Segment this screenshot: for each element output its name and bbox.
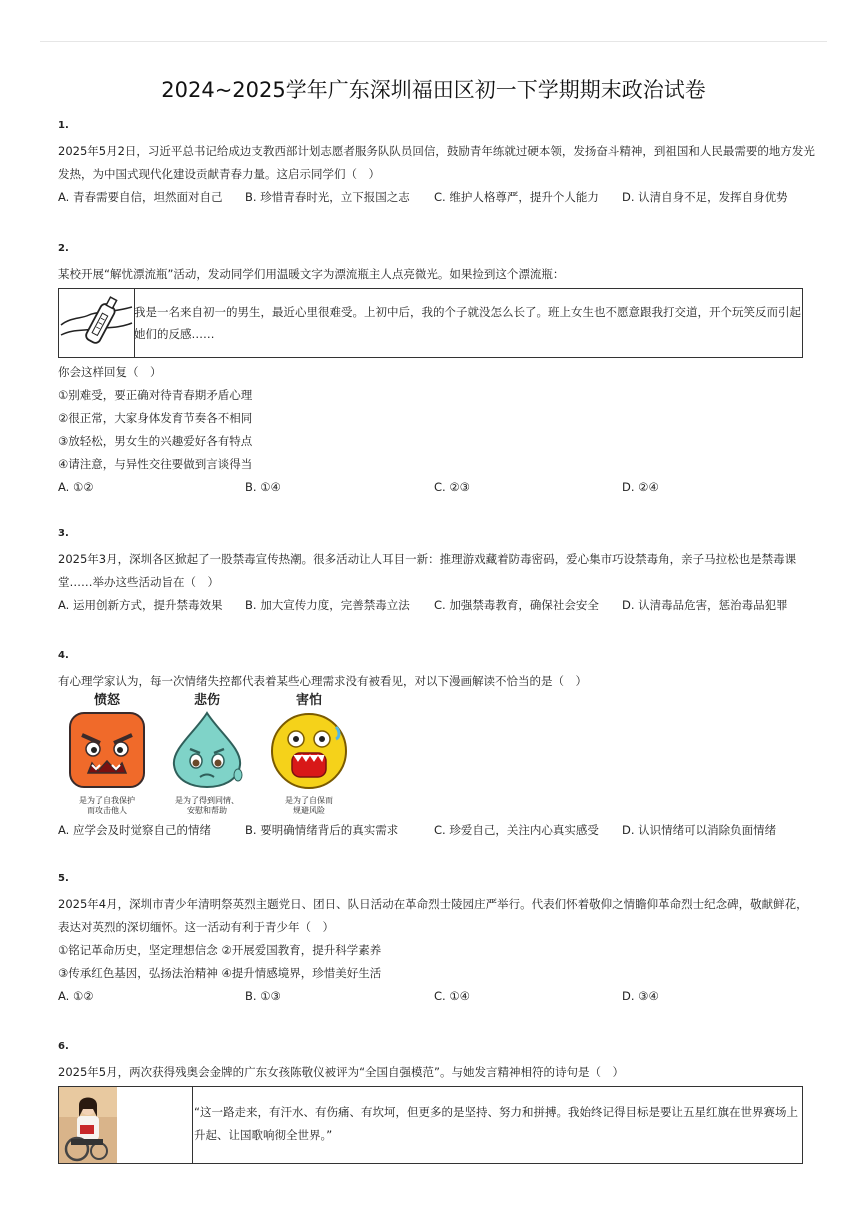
question-number: 4. — [58, 650, 69, 661]
statement-1: ①别难受，要正确对待青春期矛盾心理 — [58, 388, 253, 402]
option-a[interactable]: A. ①② — [58, 480, 94, 494]
header-divider — [40, 41, 827, 42]
option-b[interactable]: B. ①④ — [245, 480, 281, 494]
option-a[interactable]: A. 青春需要自信，坦然面对自己 — [58, 190, 223, 204]
question-1 — [58, 120, 815, 209]
drift-bottle-message: 我是一名来自初一的男生，最近心里很难受。上初中后，我的个子就没怎么长了。班上女生也不愿意跟我打交道，开个玩笑反而引起她们的反感…… — [134, 305, 801, 341]
statement-line: ①铭记革命历史，坚定理想信念 ②开展爱国教育，提升科学素养 — [58, 943, 382, 957]
athlete-photo — [59, 1087, 193, 1163]
angry-face-icon — [62, 709, 152, 791]
question-stem-line: 你会这样回复（ ） — [58, 365, 162, 379]
question-stem-line: 表达对英烈的深切缅怀。这一活动有利于青少年（ ） — [58, 920, 334, 934]
options-row — [58, 186, 810, 209]
options-row — [58, 594, 810, 617]
option-a[interactable]: A. ①② — [58, 989, 94, 1003]
emotion-anger — [60, 693, 154, 817]
option-a[interactable]: A. 应学会及时觉察自己的情绪 — [58, 823, 211, 837]
question-intro: 2025年5月，两次获得残奥会金牌的广东女孩陈敬仪被评为“全国自强模范”。与她发言精神相符的诗句是（ ） — [58, 1065, 624, 1079]
question-stem-line: 发热，为中国式现代化建设贡献青春力量。这启示同学们（ ） — [58, 167, 380, 181]
emotion-caption: 是为了得到同情、 安慰和帮助 — [175, 796, 239, 815]
question-number: 5. — [58, 873, 69, 884]
options-row — [58, 476, 810, 499]
drift-bottle-box — [58, 288, 803, 358]
emotion-caption: 是为了自保而 规避风险 — [285, 796, 333, 815]
emotion-title: 害怕 — [295, 693, 322, 708]
scared-face-icon — [264, 709, 354, 791]
emotion-sadness — [160, 693, 254, 817]
statement-line: ③传承红色基因，弘扬法治精神 ④提升情感境界，珍惜美好生活 — [58, 966, 382, 980]
statement-4: ④请注意，与异性交往要做到言谈得当 — [58, 457, 253, 471]
statement-3: ③放轻松，男女生的兴趣爱好各有特点 — [58, 434, 253, 448]
options-row — [58, 985, 810, 1008]
option-b[interactable]: B. 珍惜青春时光，立下报国之志 — [245, 190, 410, 204]
quote-text: “这一路走来，有汗水、有伤痛、有坎坷，但更多的是坚持、努力和拼搏。我始终记得目标是要让五星红旗在世界赛场上升起、让国歌响彻全世界。” — [194, 1105, 798, 1142]
option-b[interactable]: B. ①③ — [245, 989, 281, 1003]
question-2 — [58, 243, 810, 499]
options-row — [58, 819, 810, 842]
question-stem-line: 堂……举办这些活动旨在（ ） — [58, 575, 219, 589]
question-stem-line: 2025年4月，深圳市青少年清明祭英烈主题党日、团日、队日活动在革命烈士陵园庄严举行。代表们怀着敬仰之情瞻仰革命烈士纪念碑，敬献鲜花， — [58, 897, 808, 911]
question-3 — [58, 528, 810, 617]
option-d[interactable]: D. 认清自身不足，发挥自身优势 — [622, 190, 788, 204]
question-6 — [58, 1041, 810, 1164]
quote-box — [58, 1086, 803, 1164]
option-d[interactable]: D. ②④ — [622, 480, 659, 494]
option-b[interactable]: B. 要明确情绪背后的真实需求 — [245, 823, 399, 837]
question-number: 1. — [58, 120, 69, 131]
question-number: 6. — [58, 1041, 69, 1052]
statement-2: ②很正常，大家身体发育节奏各不相同 — [58, 411, 253, 425]
question-stem-line: 2025年5月2日，习近平总书记给成边支教西部计划志愿者服务队队员回信，鼓励青年练就过硬本领，发扬奋斗精神，到祖国和人民最需要的地方发光 — [58, 144, 815, 158]
question-number: 3. — [58, 528, 69, 539]
question-stem-line: 2025年3月，深圳各区掀起了一股禁毒宣传热潮。很多活动让人耳目一新：推理游戏藏着防毒密码，爱心集市巧设禁毒角，亲子马拉松也是禁毒课 — [58, 552, 797, 566]
option-d[interactable]: D. ③④ — [622, 989, 659, 1003]
emotion-title: 悲伤 — [193, 693, 220, 708]
option-a[interactable]: A. 运用创新方式，提升禁毒效果 — [58, 598, 223, 612]
option-b[interactable]: B. 加大宣传力度，完善禁毒立法 — [245, 598, 410, 612]
option-c[interactable]: C. ①④ — [434, 989, 470, 1003]
exam-title: 2024~2025学年广东深圳福田区初一下学期期末政治试卷 — [161, 78, 706, 102]
emotion-caption: 是为了自我保护 而攻击他人 — [79, 796, 135, 815]
sad-droplet-icon — [162, 709, 252, 791]
emotion-comics — [58, 693, 368, 817]
option-d[interactable]: D. 认清毒品危害，惩治毒品犯罪 — [622, 598, 788, 612]
option-c[interactable]: C. 加强禁毒教育，确保社会安全 — [434, 598, 599, 612]
option-c[interactable]: C. ②③ — [434, 480, 470, 494]
question-intro: 某校开展“解忧漂流瓶”活动，发动同学们用温暖文字为漂流瓶主人点亮微光。如果捡到这个漂流瓶： — [58, 267, 565, 281]
question-intro: 有心理学家认为，每一次情绪失控都代表着某些心理需求没有被看见，对以下漫画解读不恰当的是（ ） — [58, 674, 587, 688]
option-d[interactable]: D. 认识情绪可以消除负面情绪 — [622, 823, 777, 837]
question-5 — [58, 873, 810, 1008]
option-c[interactable]: C. 维护人格尊严，提升个人能力 — [434, 190, 599, 204]
question-number: 2. — [58, 243, 69, 254]
question-4 — [58, 650, 810, 842]
option-c[interactable]: C. 珍爱自己，关注内心真实感受 — [434, 823, 599, 837]
emotion-fear — [262, 693, 356, 817]
drift-bottle-icon — [59, 289, 135, 357]
emotion-title: 愤怒 — [93, 693, 120, 708]
